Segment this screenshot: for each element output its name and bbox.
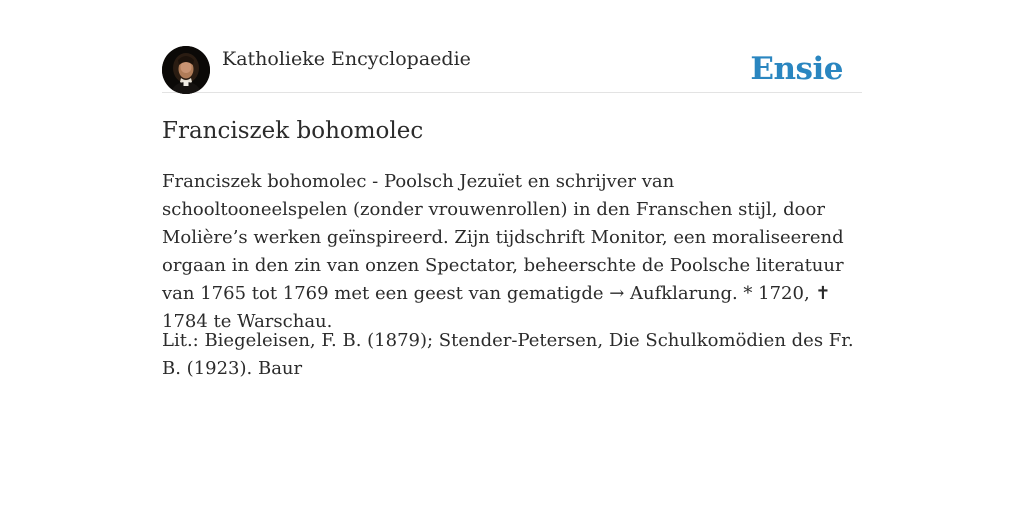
portrait-avatar-image [162, 46, 210, 94]
brand-logo[interactable]: Ensie [750, 51, 843, 87]
article-literature: Lit.: Biegeleisen, F. B. (1879); Stender-Petersen, Die Schulkomödien des Fr. B. (1923). Baur [162, 330, 854, 379]
portrait-avatar-icon[interactable] [162, 46, 210, 94]
article-body: Franciszek bohomolec - Poolsch Jezuïet en schrijver van schooltooneelspelen (zonder vrouwenrollen) in den Franschen stijl, door Molière’s werken geïnspireerd. Zijn tijdschrift Monitor, een moraliseerend orgaan in den zin van onzen Spectator, beheerschte de Poolsche literatuur van 1765 tot 1769 met een geest van gematigde → Aufklarung. * 1720, ✝ 1784 te Warschau. [162, 171, 844, 332]
source-name-link[interactable]: Katholieke Encyclopaedie [222, 48, 471, 70]
article-title: Franciszek bohomolec [162, 118, 424, 144]
site-header [162, 46, 862, 93]
